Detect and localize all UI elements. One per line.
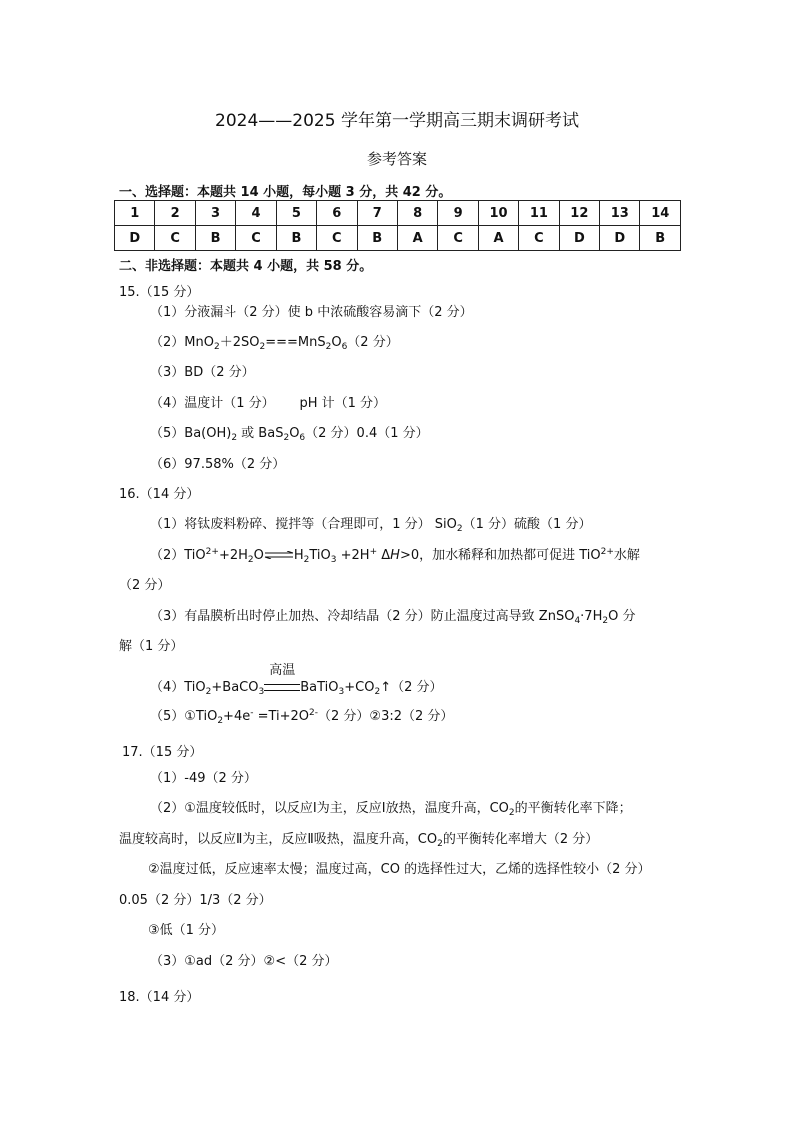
q17-part2-line3: ②温度过低，反应速率太慢；温度过高，CO 的选择性过大，乙烯的选择性较小（2 分） — [148, 862, 651, 877]
q15-part1 — [150, 304, 473, 322]
question-number-cell: 4 — [236, 201, 276, 226]
question-number-cell: 1 — [115, 201, 155, 226]
q16-part2-t1: （2）TiO — [150, 548, 206, 563]
sub: 2 — [213, 342, 220, 352]
q16-part1 — [150, 516, 591, 534]
q16-title: 16.（14 分） — [119, 487, 200, 502]
q17-part2-t4: 的平衡转化率增大（2 分） — [442, 832, 599, 847]
q16-part2-t8: H — [390, 548, 400, 563]
page-title: 2024——2025 学年第一学期高三期末调研考试 — [215, 111, 579, 131]
q17-part2-t3: 温度较高时，以反应Ⅱ为主，反应Ⅱ吸热，温度升高，CO — [119, 832, 438, 847]
q17-part2-line5: ③低（1 分） — [148, 923, 225, 938]
sub: 2 — [325, 342, 332, 352]
q16-part4-t4: +CO — [344, 680, 375, 695]
q17-part2-t1: （2）①温度较低时，以反应Ⅰ为主，反应Ⅰ放热，温度升高，CO — [150, 801, 509, 816]
q17-part2-line4: 0.05（2 分）1/3（2 分） — [119, 893, 272, 908]
q16-part4-t2: +BaCO — [211, 680, 259, 695]
reaction-condition — [264, 663, 300, 691]
answer-cell: D — [115, 226, 155, 251]
sub: 3 — [338, 687, 345, 697]
sub: 4 — [574, 616, 581, 626]
question-number-cell: 7 — [357, 201, 397, 226]
sub: 2 — [303, 555, 310, 565]
section2-heading: 二、非选择题：本题共 4 小题，共 58 分。 — [119, 259, 373, 274]
q15-part5 — [150, 425, 429, 443]
question-number-cell: 11 — [519, 201, 559, 226]
question-number-cell: 12 — [559, 201, 599, 226]
q16-part5-t4: （2 分）②3:2（2 分） — [318, 709, 454, 724]
q16-part1-t2: （1 分）硫酸（1 分） — [462, 517, 592, 532]
q17-part3: （3）①ad（2 分）②<（2 分） — [150, 954, 338, 969]
q16-part3-t2: ·7H — [580, 609, 603, 624]
sup: 2+ — [205, 547, 219, 557]
q16-part5-t2: +4e — [223, 709, 251, 724]
q16-part4-t3: BaTiO — [300, 680, 339, 695]
answer-cell: C — [438, 226, 478, 251]
q15-part1-text: （1）分液漏斗（2 分）使 b 中浓硫酸容易滴下（2 分） — [150, 305, 473, 320]
question-number-cell: 2 — [155, 201, 195, 226]
sup: 2- — [309, 708, 319, 718]
reaction-condition-label: 高温 — [269, 663, 296, 678]
q16-part2 — [150, 547, 640, 565]
question-number-cell: 8 — [397, 201, 437, 226]
answer-cell: C — [236, 226, 276, 251]
sub: 2 — [259, 342, 266, 352]
answer-cell: A — [478, 226, 518, 251]
q16-part3-t1: （3）有晶膜析出时停止加热、冷却结晶（2 分）防止温度过高导致 ZnSO — [150, 609, 575, 624]
question-number-cell: 3 — [195, 201, 235, 226]
answer-table-number-row — [115, 201, 681, 226]
q17-part2-t2: 的平衡转化率下降； — [514, 801, 632, 816]
answer-table-answer-row — [115, 226, 681, 251]
sub: 2 — [247, 555, 254, 565]
answer-table — [114, 200, 681, 251]
q16-part2-t5: TiO — [309, 548, 331, 563]
sup: 2+ — [600, 547, 614, 557]
q15-part3: （3）BD（2 分） — [150, 365, 255, 380]
sub: 2 — [231, 433, 238, 443]
answer-cell: B — [640, 226, 681, 251]
q16-part3 — [150, 608, 635, 626]
q15-part4-text: （4）温度计（1 分） pH 计（1 分） — [150, 396, 387, 411]
q16-part4 — [150, 663, 443, 697]
answer-cell: A — [397, 226, 437, 251]
sub: 2 — [508, 808, 515, 818]
question-number-cell: 10 — [478, 201, 518, 226]
answer-cell: C — [519, 226, 559, 251]
question-number-cell: 6 — [317, 201, 357, 226]
question-number-cell: 13 — [600, 201, 640, 226]
q16-part2-t4: H — [293, 548, 304, 563]
question-number-cell: 5 — [276, 201, 316, 226]
q16-part2-t2: +2H — [218, 548, 248, 563]
q17-title: 17.（15 分） — [122, 745, 203, 760]
section1-heading: 一、选择题：本题共 14 小题，每小题 3 分，共 42 分。 — [119, 185, 452, 200]
equilibrium-arrow-icon — [264, 547, 294, 561]
q16-part4-t1: （4）TiO — [150, 680, 206, 695]
sub: 2 — [217, 716, 224, 726]
equals-bar-icon — [264, 684, 300, 691]
q15-title: 15.（15 分） — [119, 285, 200, 300]
q15-part5-t1: （5）Ba(OH) — [150, 426, 232, 441]
q16-part4-t5: ↑（2 分） — [380, 680, 443, 695]
q17-part2-line2 — [119, 831, 598, 849]
answer-cell: B — [276, 226, 316, 251]
answer-cell: C — [317, 226, 357, 251]
q16-part3-cont: 解（1 分） — [119, 639, 184, 654]
q18-title: 18.（14 分） — [119, 990, 200, 1005]
q17-part1: （1）-49（2 分） — [150, 771, 257, 786]
q16-part2-t10: 水解 — [613, 548, 640, 563]
answer-cell: C — [155, 226, 195, 251]
question-number-cell: 9 — [438, 201, 478, 226]
q16-part2-t3: O — [253, 548, 264, 563]
q15-part6: （6）97.58%（2 分） — [150, 457, 286, 472]
q15-part2-t3: ===MnS — [265, 335, 326, 350]
sup: + — [369, 547, 378, 557]
q15-part2-t5: （2 分） — [347, 335, 399, 350]
sup: - — [250, 708, 254, 718]
sub: 6 — [299, 433, 306, 443]
sub: 3 — [330, 555, 337, 565]
q15-part2-t2: ＋2SO — [219, 335, 260, 350]
q15-part5-t3: O — [289, 426, 300, 441]
answer-cell: B — [195, 226, 235, 251]
question-number-cell: 14 — [640, 201, 681, 226]
q15-part4 — [150, 395, 386, 413]
q15-part5-t4: （2 分）0.4（1 分） — [305, 426, 429, 441]
answer-cell: B — [357, 226, 397, 251]
q16-part5-t1: （5）①TiO — [150, 709, 218, 724]
answer-cell: D — [559, 226, 599, 251]
sub: 2 — [437, 839, 443, 849]
q15-part2 — [150, 334, 399, 352]
sub: 2 — [283, 433, 290, 443]
q16-part3-t3: O 分 — [608, 609, 636, 624]
sub: 6 — [341, 342, 348, 352]
q16-part5 — [150, 708, 453, 726]
sub: 2 — [602, 616, 609, 626]
q16-part2-t7: Δ — [377, 548, 391, 563]
q15-part5-t2: 或 BaS — [237, 426, 284, 441]
sub: 2 — [456, 524, 463, 534]
sub: 3 — [258, 687, 265, 697]
q16-part2-t6: +2H — [336, 548, 370, 563]
q16-part5-t3: =Ti+2O — [253, 709, 310, 724]
sub: 2 — [205, 687, 212, 697]
q15-part2-t4: O — [331, 335, 342, 350]
sub: 2 — [374, 687, 381, 697]
page-subtitle: 参考答案 — [366, 150, 427, 168]
q16-part2-cont: （2 分） — [119, 578, 171, 593]
q15-part2-t1: （2）MnO — [150, 335, 214, 350]
q16-part1-t1: （1）将钛废料粉碎、搅拌等（合理即可，1 分） SiO — [150, 517, 457, 532]
answer-cell: D — [600, 226, 640, 251]
q16-part2-t9: >0，加水稀释和加热都可促进 TiO — [399, 548, 601, 563]
q17-part2 — [150, 800, 632, 818]
